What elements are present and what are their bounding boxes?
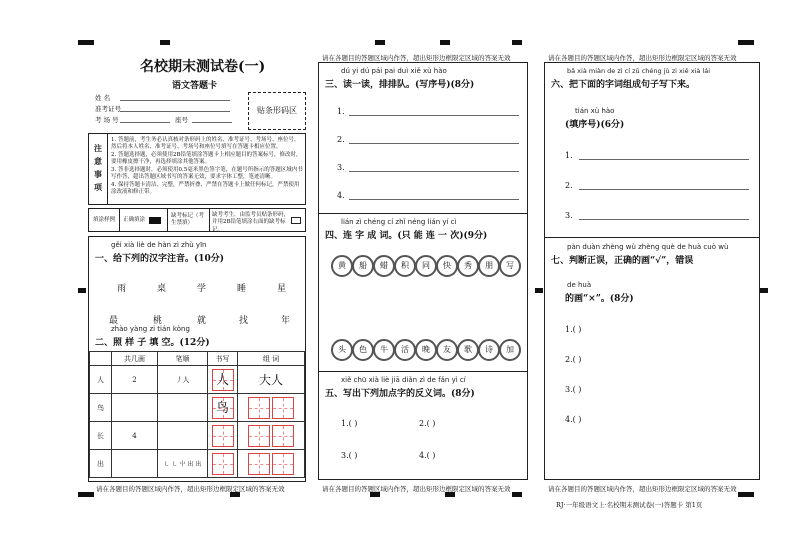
timing-mark xyxy=(440,40,450,45)
answer-line[interactable] xyxy=(349,199,519,200)
connect-char-bubble[interactable]: 歌 xyxy=(457,339,479,361)
room-label: 考 场 号 xyxy=(95,116,119,124)
fill-sample-box: 填涂样例 正确填涂 缺考标记（考生禁填） 缺考考生，由监考员贴条形码，并用2B铅笔填涂右面的缺考标记。 xyxy=(88,208,306,232)
filled-sample xyxy=(149,217,161,224)
q7-item[interactable]: 3.( ) xyxy=(565,385,582,394)
timing-mark xyxy=(78,40,94,45)
timing-mark xyxy=(78,492,94,497)
connect-char-bubble[interactable]: 友 xyxy=(436,339,458,361)
connect-char-bubble[interactable]: 色 xyxy=(352,339,374,361)
notice-box xyxy=(88,133,306,205)
connect-char-bubble[interactable]: 同 xyxy=(415,255,437,277)
q7-title: 七、判断正误，正确的画“√”，错误 xyxy=(551,256,694,266)
answer-line[interactable] xyxy=(349,171,519,172)
middle-answer-area: dú yi dú pái pai duì xiě xù hào 三、读一读，排排队。(写序号)(8分) 1. 2. 3. 4. lián zì chéng cí zhǐ néng lián yí cì 四、连 字 成 词。(只 能 连 一 次)(9分) 黄 船 蜡 积 同 快 秀 朋 写 头 色 牛 活 晚 友 歌 诗 加 xiě chū xià liè jiā diǎn zì de fǎn yì cí 五、写出下列加点字的反义词。(8分) 1.( ) 2.( ) 3.( ) 4.( ) xyxy=(318,62,528,480)
q6-title: 六、把下面的字词组成句子写下来。 xyxy=(551,80,696,90)
ticket-label: 准考证号 xyxy=(95,105,121,113)
barcode-label: 贴条形码区 xyxy=(257,106,297,115)
q1-pinyin: gěi xià liè de hàn zì zhù yīn xyxy=(111,241,207,249)
q7-pinyin: pàn duàn zhèng wù zhèng què de huà cuò wù xyxy=(567,243,729,251)
top-notice-middle: 请在各题目的答题区域内作答，超出矩形边框限定区域的答案无效 xyxy=(322,54,511,62)
q5-item[interactable]: 3.( ) xyxy=(341,451,358,460)
page-footer: RJ·一年级语文上·名校期末测试卷(一)答题卡 第1页 xyxy=(556,501,703,509)
seat-field[interactable] xyxy=(192,122,232,123)
connect-char-bubble[interactable]: 秀 xyxy=(457,255,479,277)
q2-pinyin: zhào yàng zi tián kòng xyxy=(111,325,190,333)
q3-title: 三、读一读，排排队。(写序号)(8分) xyxy=(325,80,475,90)
table-row: 人 2 丿人 人 大人 xyxy=(90,366,305,394)
q5-item[interactable]: 1.( ) xyxy=(341,419,358,428)
q7-item[interactable]: 2.( ) xyxy=(565,355,582,364)
q6b-title: (填序号)(6分) xyxy=(565,120,625,130)
notice-title: 注 意 事 项 xyxy=(94,143,102,192)
ticket-field[interactable] xyxy=(120,111,230,112)
connect-char-bubble[interactable]: 积 xyxy=(394,255,416,277)
connect-char-bubble[interactable]: 船 xyxy=(352,255,374,277)
answer-line[interactable] xyxy=(579,159,749,160)
absent-label: 缺考标记（考生禁填） xyxy=(171,213,205,227)
connect-char-bubble[interactable]: 黄 xyxy=(331,255,353,277)
timing-mark xyxy=(738,40,754,45)
timing-mark xyxy=(760,288,768,293)
table-row: 长 4 xyxy=(90,422,305,450)
timing-mark xyxy=(512,40,522,45)
connect-char-bubble[interactable]: 朋 xyxy=(478,255,500,277)
q7b-pinyin: de huà xyxy=(567,281,592,289)
q5-item[interactable]: 4.( ) xyxy=(419,451,436,460)
exam-title: 名校期末测试卷(一) xyxy=(140,59,266,75)
right-answer-area: bǎ xià miàn de zì cí zǔ chéng jù zi xiě xià lái 六、把下面的字词组成句子写下来。 tián xù hào (填序号)(6分) 1. 2. 3. pàn duàn zhèng wù zhèng què de huà cuò wù 七、判断正误，正确的画“√”，错误 de huà 的画“×”。(8分) 1.( ) 2.( ) 3.( ) 4.( ) xyxy=(544,62,760,480)
q5-item[interactable]: 2.( ) xyxy=(419,419,436,428)
connect-char-bubble[interactable]: 蜡 xyxy=(373,255,395,277)
connect-char-bubble[interactable]: 活 xyxy=(394,339,416,361)
q4-pinyin: lián zì chéng cí zhǐ néng lián yí cì xyxy=(341,218,457,226)
name-field[interactable] xyxy=(120,100,230,101)
timing-mark xyxy=(512,492,522,497)
top-notice-right: 请在各题目的答题区域内作答，超出矩形边框限定区域的答案无效 xyxy=(548,54,737,62)
q2-table: 共几画 笔顺 书写 组 词 人 2 丿人 人 大人 鸟 鸟 长 4 出 ㇄ ㇄ 屮 出 出 xyxy=(89,351,305,478)
q3-pinyin: dú yi dú pái pai duì xiě xù hào xyxy=(341,67,447,75)
answer-card-subtitle: 语文答题卡 xyxy=(172,81,218,91)
answer-line[interactable] xyxy=(349,115,519,116)
absent-checkbox[interactable] xyxy=(291,217,301,224)
connect-char-bubble[interactable]: 牛 xyxy=(373,339,395,361)
table-row: 鸟 鸟 xyxy=(90,394,305,422)
q7-item[interactable]: 4.( ) xyxy=(565,415,582,424)
q7-item[interactable]: 1.( ) xyxy=(565,325,582,334)
absent-note: 缺考考生，由监考员贴条形码，并用2B铅笔填涂右面的缺考标记。 xyxy=(212,212,290,233)
q5-pinyin: xiě chū xià liè jiā diǎn zì de fǎn yì cí xyxy=(341,376,466,384)
notice-items: 1. 答题前，考生务必认真核对条形码上的姓名、准考证号、考场号、座位号，然后将本人姓名、准考证号、考场号和座位号填写在答题卡相应位置。 2. 答题选择题，必须使用2B铅笔填涂答题卡上相应题目的答案标号，修改时，要用橡皮擦干净，再选择填涂其他答案。 3. 答非选择题时，必须使用0.5毫米黑色签字笔，在题号所指示的答题区域内书写作答，超出答题区域书写的答案无效，要求字体工整，笔迹清晰。 4. 保持答题卡清洁、完整，严禁折叠、严禁在答题卡上做任何标记，严禁使用涂改液和修正带。 xyxy=(111,137,303,195)
bottom-notice-middle: 请在各题目的答题区域内作答，超出矩形边框限定区域的答案无效 xyxy=(322,485,511,493)
table-row: 出 ㇄ ㇄ 屮 出 出 xyxy=(90,450,305,478)
answer-line[interactable] xyxy=(579,189,749,190)
q4-title: 四、连 字 成 词。(只 能 连 一 次)(9分) xyxy=(325,231,488,241)
bottom-notice-left: 请在各题目的答题区域内作答，超出矩形边框限定区域的答案无效 xyxy=(96,485,285,493)
q2-title: 二、照 样 子 填 空。(12分) xyxy=(95,338,210,348)
q7b-title: 的画“×”。(8分) xyxy=(565,294,634,304)
timing-mark xyxy=(160,40,170,45)
connect-char-bubble[interactable]: 加 xyxy=(499,339,521,361)
connect-char-bubble[interactable]: 晚 xyxy=(415,339,437,361)
connect-char-bubble[interactable]: 诗 xyxy=(478,339,500,361)
timing-mark xyxy=(375,40,385,45)
answer-line[interactable] xyxy=(349,143,519,144)
connect-char-bubble[interactable]: 头 xyxy=(331,339,353,361)
bottom-notice-right: 请在各题目的答题区域内作答，超出矩形边框限定区域的答案无效 xyxy=(548,485,737,493)
seat-label: 座号 xyxy=(175,116,188,124)
timing-mark xyxy=(738,492,754,497)
q5-title: 五、写出下列加点字的反义词。(8分) xyxy=(325,389,475,399)
left-answer-area: gěi xià liè de hàn zì zhù yīn 一、给下列的汉字注音。(10分) 雨 桌 学 睡 星 最 桃 就 找 年 zhào yàng zi tián kòng 二、照 样 子 填 空。(12分) 共几画 笔顺 书写 组 词 人 2 丿人 人 大人 鸟 鸟 长 4 出 ㇄ ㇄ 屮 出 出 xyxy=(88,236,306,482)
room-field[interactable] xyxy=(120,122,170,123)
answer-line[interactable] xyxy=(579,219,749,220)
timing-mark xyxy=(535,288,543,293)
connect-char-bubble[interactable]: 快 xyxy=(436,255,458,277)
barcode-area xyxy=(248,92,306,130)
name-label: 姓 名 xyxy=(95,94,111,102)
timing-mark xyxy=(78,288,86,293)
q1-title: 一、给下列的汉字注音。(10分) xyxy=(95,254,225,264)
q6b-pinyin: tián xù hào xyxy=(575,107,615,115)
q6-pinyin: bǎ xià miàn de zì cí zǔ chéng jù zi xiě xià lái xyxy=(567,67,710,75)
connect-char-bubble[interactable]: 写 xyxy=(499,255,521,277)
